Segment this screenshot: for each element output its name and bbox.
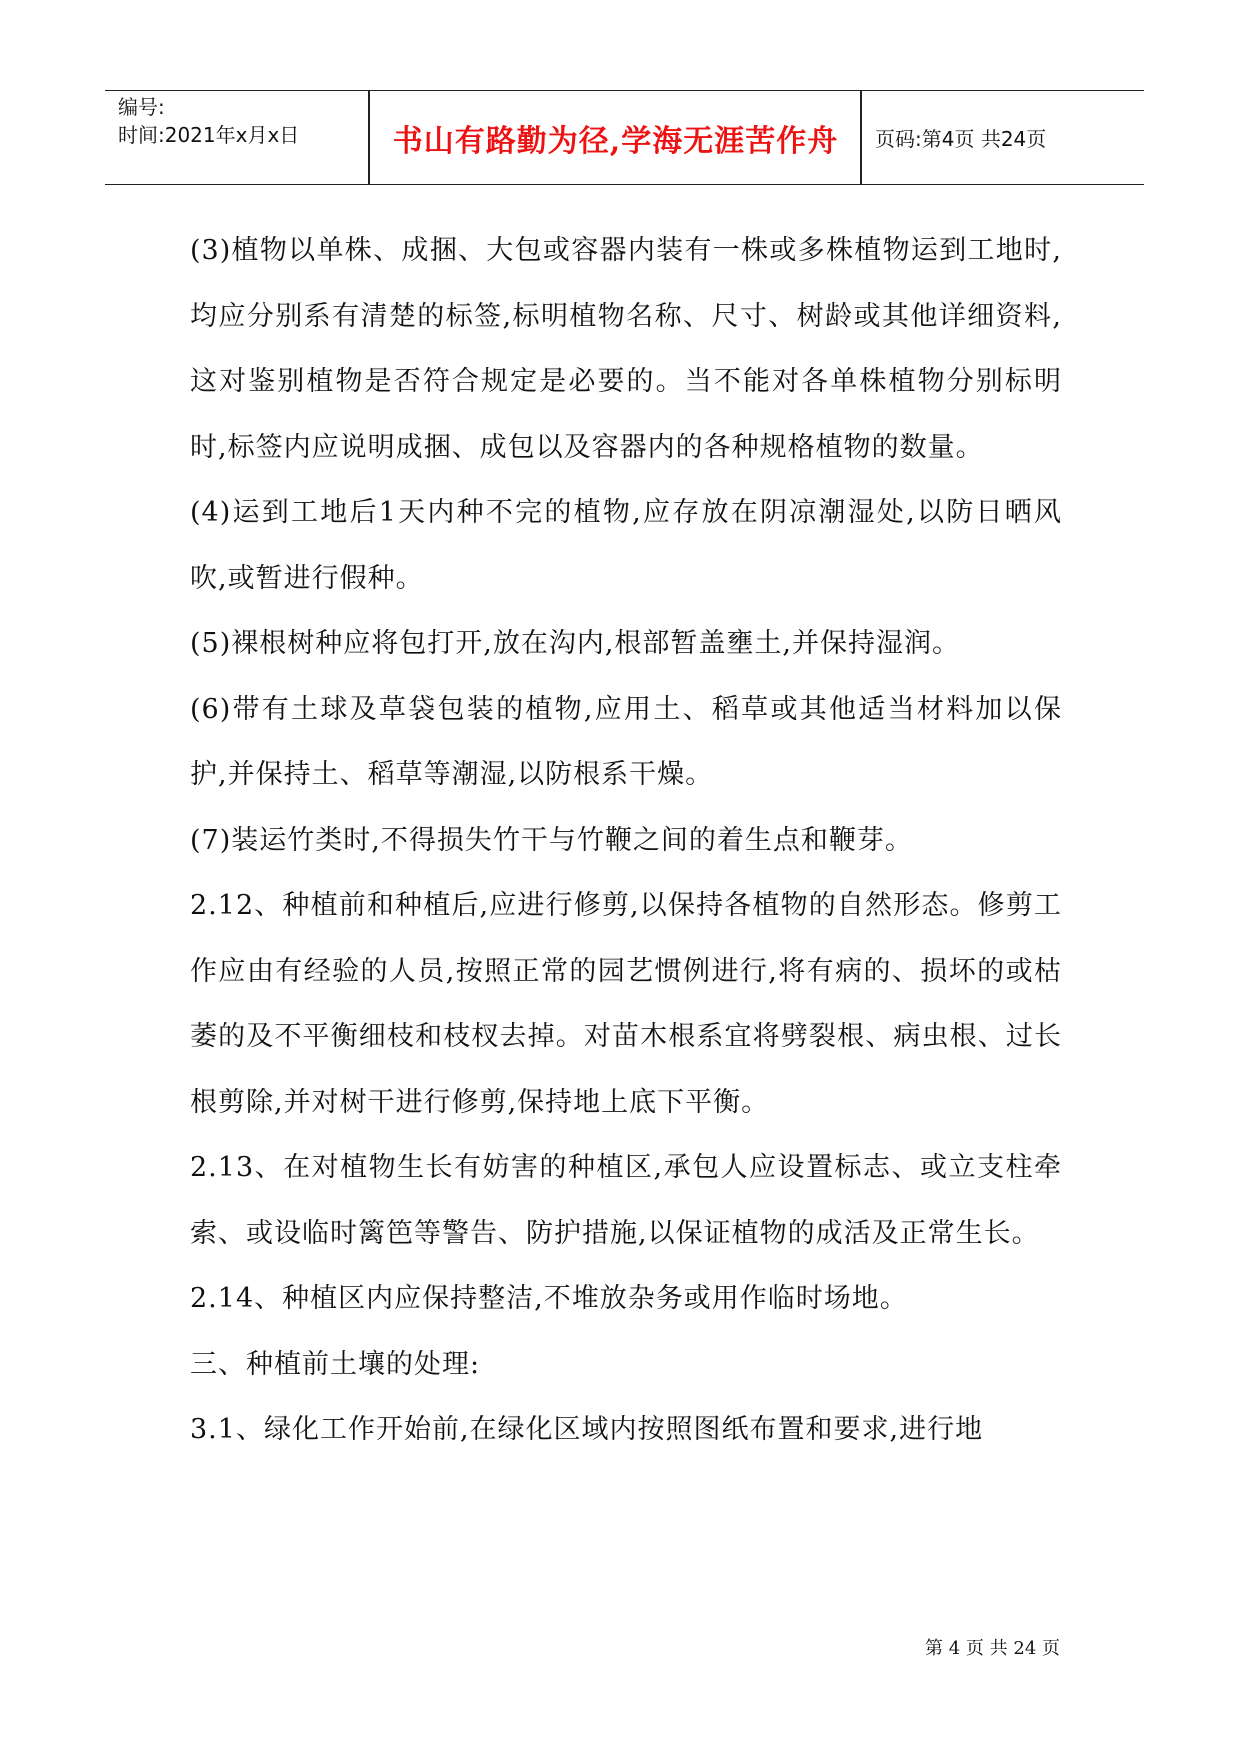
header-motto: 书山有路勤为径,学海无涯苦作舟 <box>392 123 839 159</box>
paragraph: (6)带有土球及草袋包装的植物,应用土、稻草或其他适当材料加以保护,并保持土、稻草等潮湿,以防根系干燥。 <box>190 693 1062 790</box>
header-meta <box>118 93 299 149</box>
section-heading: 三、种植前土壤的处理: <box>190 1348 481 1380</box>
header-divider <box>368 91 370 184</box>
paragraph: 2.12、种植前和种植后,应进行修剪,以保持各植物的自然形态。修剪工作应由有经验的人员,按照正常的园艺惯例进行,将有病的、损坏的或枯萎的及不平衡细枝和枝杈去掉。对苗木根系宜将劈裂根、病虫根、过长根剪除,并对树干进行修剪,保持地上底下平衡。 <box>190 890 1062 1118</box>
page-footer: 第 4 页 共 24 页 <box>925 1638 1060 1659</box>
paragraph: (4)运到工地后1天内种不完的植物,应存放在阴凉潮湿处,以防日晒风吹,或暂进行假种。 <box>190 497 1062 594</box>
document-body <box>190 218 1062 1463</box>
page-header <box>105 90 1144 185</box>
paragraph: (7)装运竹类时,不得损失竹干与竹鞭之间的着生点和鞭芽。 <box>190 824 913 856</box>
paragraph: (5)裸根树种应将包打开,放在沟内,根部暂盖壅土,并保持湿润。 <box>190 628 960 659</box>
paragraph: (3)植物以单株、成捆、大包或容器内装有一株或多株植物运到工地时,均应分别系有清楚的标签,标明植物名称、尺寸、树龄或其他详细资料,这对鉴别植物是否符合规定是必要的。当不能对各单株植物分别标明时,标签内应说明成捆、成包以及容器内的各种规格植物的数量。 <box>190 235 1062 463</box>
paragraph: 2.13、在对植物生长有妨害的种植区,承包人应设置标志、或立支柱牵索、或设临时篱笆等警告、防护措施,以保证植物的成活及正常生长。 <box>190 1152 1062 1249</box>
header-page-label: 页码:第4页 共24页 <box>875 127 1047 151</box>
paragraph: 2.14、种植区内应保持整洁,不堆放杂务或用作临时场地。 <box>190 1283 908 1314</box>
header-divider <box>860 91 862 184</box>
time-label: 时间:2021年x月x日 <box>118 123 300 147</box>
paragraph: 3.1、绿化工作开始前,在绿化区域内按照图纸布置和要求,进行地 <box>190 1414 984 1445</box>
serial-label: 编号: <box>118 95 165 119</box>
